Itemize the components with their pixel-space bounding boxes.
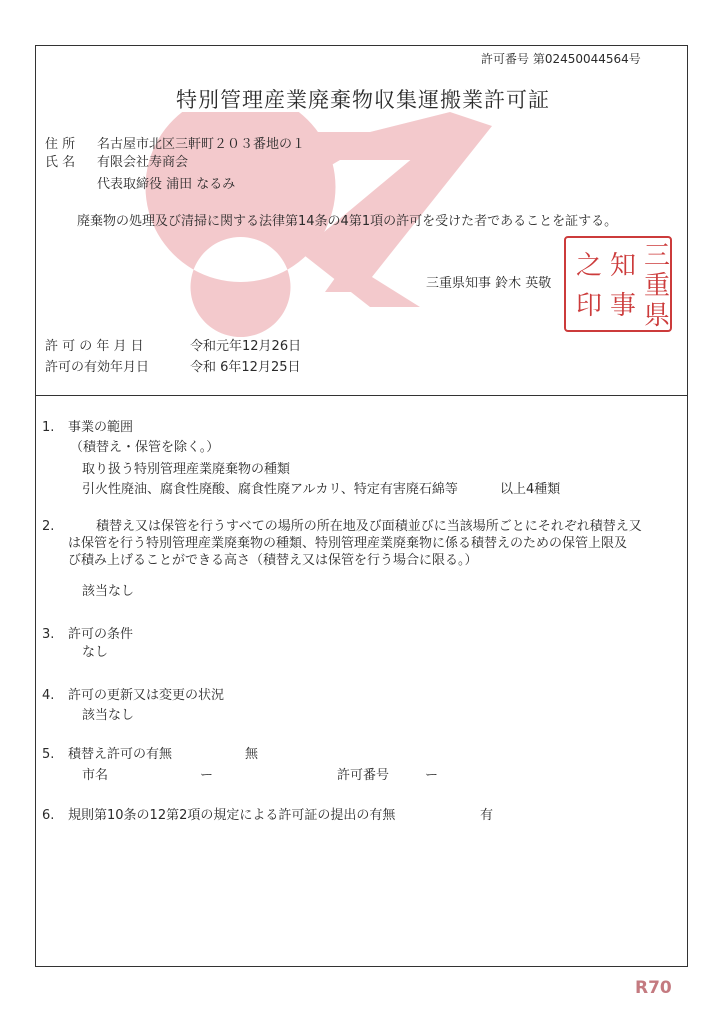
section-2-value: 該当なし	[82, 584, 135, 599]
permit-date-label: 許 可 の 年 月 日	[45, 339, 144, 354]
name-label: 氏 名	[45, 155, 76, 170]
expiry-value: 令和 6年12月25日	[190, 360, 301, 375]
address-value: 名古屋市北区三軒町２０３番地の１	[97, 137, 306, 152]
official-seal	[562, 234, 674, 334]
section-1-number: 1.	[42, 420, 55, 435]
expiry-label: 許可の有効年月日	[45, 360, 150, 375]
section-3-number: 3.	[42, 627, 55, 642]
section-2-number: 2.	[42, 519, 55, 534]
issuer: 三重県知事 鈴木 英敬	[426, 276, 552, 291]
section-4-heading: 許可の更新又は変更の状況	[68, 688, 225, 703]
waste-types: 引火性廃油、腐食性廃酸、腐食性廃アルカリ、特定有害廃石綿等	[82, 482, 458, 497]
waste-count: 以上4種類	[500, 482, 561, 497]
section-2-line-2: は保管を行う特別管理産業廃棄物の種類、特別管理産業廃棄物に係る積替えのための保管上限及	[68, 536, 628, 551]
corner-mark: R70	[635, 978, 672, 998]
waste-types-label: 取り扱う特別管理産業廃棄物の種類	[82, 462, 291, 477]
section-5-number: 5.	[42, 747, 55, 762]
permit-number: 許可番号 第02450044564号	[481, 52, 641, 66]
name-value: 有限会社寿商会	[97, 155, 189, 170]
section-5-value: 無	[245, 747, 259, 762]
section-3-value: なし	[82, 645, 109, 660]
section-6-value: 有	[480, 808, 494, 823]
section-2-line-1: 積替え又は保管を行うすべての場所の所在地及び面積並びに当該場所ごとにそれぞれ積替え又	[96, 519, 642, 534]
section-1-note: （積替え・保管を除く。）	[70, 440, 220, 455]
section-1-heading: 事業の範囲	[68, 420, 134, 435]
city-value: ー	[200, 768, 214, 783]
city-label: 市名	[82, 768, 109, 783]
section-divider	[35, 395, 688, 396]
certification-statement: 廃棄物の処理及び清掃に関する法律第14条の4第1項の許可を受けた者であることを証する。	[77, 214, 618, 229]
permit-no-label: 許可番号	[337, 768, 390, 783]
permit-date-value: 令和元年12月26日	[190, 339, 302, 354]
section-3-heading: 許可の条件	[68, 627, 134, 642]
section-6-heading: 規則第10条の12第2項の規定による許可証の提出の有無	[68, 808, 396, 823]
section-6-number: 6.	[42, 808, 55, 823]
representative: 代表取締役 浦田 なるみ	[97, 177, 236, 192]
page-title: 特別管理産業廃棄物収集運搬業許可証	[176, 88, 550, 112]
section-5-heading: 積替え許可の有無	[68, 747, 173, 762]
section-4-number: 4.	[42, 688, 55, 703]
section-2-line-3: び積み上げることができる高さ（積替え又は保管を行う場合に限る。）	[68, 553, 478, 568]
address-label: 住 所	[45, 137, 76, 152]
permit-no-value: ー	[425, 768, 439, 783]
seal-characters: 三重県知事之印	[576, 241, 671, 331]
section-4-value: 該当なし	[82, 708, 135, 723]
